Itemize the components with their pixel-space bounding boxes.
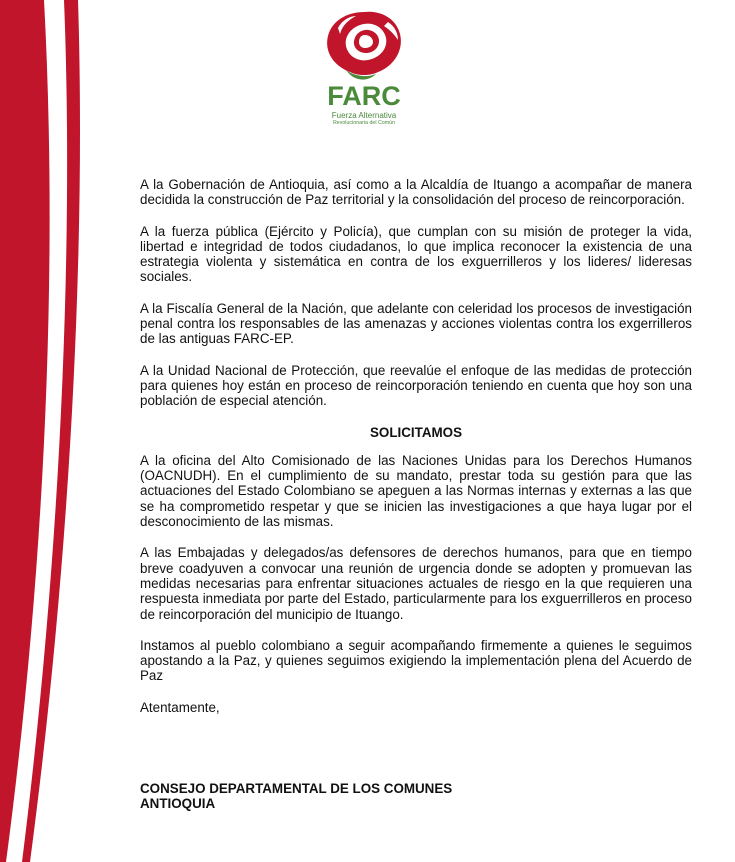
logo-title: FARC bbox=[327, 81, 401, 111]
closing-text: Atentamente, bbox=[140, 699, 220, 715]
logo-text bbox=[318, 82, 410, 127]
paragraph-oacnudh: A la oficina del Alto Comisionado de las Naciones Unidas para los Derechos Humanos (OACNUDH). En el cumplimiento de su mandato, prestar toda su gestión para que las actuaciones del Estado Colombiano se apeguen a las Normas internas y externas a las que se ha comprometido respetar y que se inicien las investigaciones a que haya lugar por el desconocimiento de las mismas. bbox=[140, 452, 692, 530]
logo-subtitle-2: Revolucionaria del Común bbox=[332, 120, 396, 126]
signature-block bbox=[140, 781, 452, 812]
paragraph-gobernacion: A la Gobernación de Antioquia, así como a la Alcaldía de Ituango a acompañar de manera decidida la construcción de Paz territorial y la consolidación del proceso de reincorporación. bbox=[140, 177, 692, 208]
paragraph-instamos: Instamos al pueblo colombiano a seguir acompañando firmemente a quienes le seguimos apostando a la Paz, y quienes seguimos exigiendo la implementación plena del Acuerdo de Paz bbox=[140, 637, 692, 684]
signature-line-1: CONSEJO DEPARTAMENTAL DE LOS COMUNES bbox=[140, 781, 453, 796]
paragraph-fuerza-publica: A la fuerza pública (Ejército y Policía), que cumplan con su misión de proteger la vida, libertad e integridad de todos ciudadanos, lo que implica reconocer la existencia de una estrategia violenta y sistemática en contra de los exguerrilleros y los lideres/ lideresas sociales. bbox=[140, 223, 692, 285]
paragraph-fiscalia: A la Fiscalía General de la Nación, que adelante con celeridad los procesos de investigación penal contra los responsables de las amenazas y acciones violentas contra los exgerrilleros de las antiguas FARC-EP. bbox=[140, 300, 692, 347]
signature-line-2: ANTIOQUIA bbox=[140, 796, 216, 812]
logo-subtitle-1: Fuerza Alternativa bbox=[331, 111, 397, 120]
red-swoosh-decoration bbox=[0, 0, 90, 862]
section-heading: SOLICITAMOS bbox=[370, 424, 462, 440]
paragraph-embajadas: A las Embajadas y delegados/as defensores de derechos humanos, para que en tiempo breve coadyuven a convocar una reunión de urgencia donde se adopten y promuevan las medidas necesarias para enfrentar situaciones actuales de riesgo en la que requieren una respuesta inmediata por parte del Estado, particularmente para los exguerrilleros en proceso de reincorporación del municipio de Ituango. bbox=[140, 545, 692, 622]
document-body bbox=[140, 177, 692, 731]
paragraph-unp: A la Unidad Nacional de Protección, que reevalúe el enfoque de las medidas de protección para quienes hoy están en proceso de reincorporación teniendo en cuenta que hoy son una población de especial atención. bbox=[140, 362, 692, 409]
